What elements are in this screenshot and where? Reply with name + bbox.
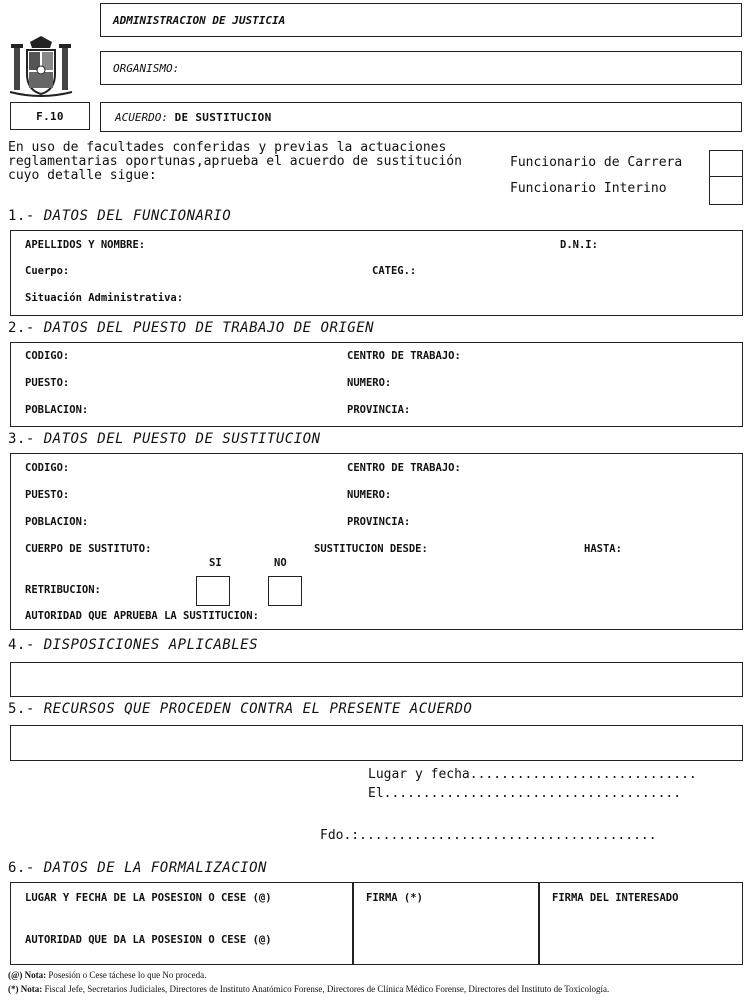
administracion-box xyxy=(100,3,742,37)
autoridad-aprueba-label[interactable]: AUTORIDAD QUE APRUEBA LA SUSTITUCION: xyxy=(25,610,259,622)
intro-line-1: En uso de facultades conferidas y previas la actuaciones xyxy=(8,140,447,155)
section-6-title: DATOS DE LA FORMALIZACION xyxy=(43,860,267,876)
intro-paragraph xyxy=(8,141,462,183)
organismo-box[interactable] xyxy=(100,51,742,85)
section-1-heading xyxy=(8,208,231,224)
apellidos-label[interactable]: APELLIDOS Y NOMBRE: xyxy=(25,239,146,251)
carrera-checkbox[interactable] xyxy=(709,150,743,177)
section-3-title: DATOS DEL PUESTO DE SUSTITUCION xyxy=(43,431,321,447)
disposiciones-box[interactable] xyxy=(10,662,743,697)
section-2-heading xyxy=(8,320,374,336)
footnote-1 xyxy=(8,970,206,980)
organismo-label: ORGANISMO: xyxy=(113,62,180,75)
option-carrera-label: Funcionario de Carrera xyxy=(510,155,683,170)
dni-label[interactable]: D.N.I: xyxy=(560,239,598,251)
section-1-number: 1.- xyxy=(8,208,35,224)
origen-centro-label[interactable]: CENTRO DE TRABAJO: xyxy=(347,350,461,362)
categ-label[interactable]: CATEG.: xyxy=(372,265,417,277)
firma-interesado-label[interactable]: FIRMA DEL INTERESADO xyxy=(552,892,679,904)
footnote-2-text: Fiscal Jefe, Secretarios Judiciales, Directores de Instituto Anatómico Forense, Directores de Clínica Médico Forense, Directores del Instituto de Toxicología. xyxy=(42,984,610,994)
acuerdo-label: ACUERDO: xyxy=(115,111,168,124)
option-interino-label: Funcionario Interino xyxy=(510,181,667,196)
firma-label[interactable]: FIRMA (*) xyxy=(366,892,423,904)
retribucion-si-checkbox[interactable] xyxy=(196,576,230,606)
form-code: F.10 xyxy=(36,110,64,123)
sust-puesto-label[interactable]: PUESTO: xyxy=(25,489,70,501)
origen-poblacion-label[interactable]: POBLACION: xyxy=(25,404,89,416)
form-code-box xyxy=(10,102,90,130)
si-label: SI xyxy=(209,557,222,569)
section-4-heading xyxy=(8,637,258,653)
fdo-line[interactable]: Fdo.:...................................... xyxy=(320,828,657,843)
origen-codigo-label[interactable]: CODIGO: xyxy=(25,350,70,362)
retribucion-label: RETRIBUCION: xyxy=(25,584,101,596)
acuerdo-value: DE SUSTITUCION xyxy=(174,111,272,124)
footnote-1-text: Posesión o Cese táchese lo que No proceda. xyxy=(46,970,207,980)
interino-checkbox[interactable] xyxy=(709,176,743,205)
table-divider-2 xyxy=(538,882,540,965)
origen-puesto-label[interactable]: PUESTO: xyxy=(25,377,70,389)
sustitucion-desde-label[interactable]: SUSTITUCION DESDE: xyxy=(314,543,428,555)
hasta-label[interactable]: HASTA: xyxy=(584,543,622,555)
cuerpo-label[interactable]: Cuerpo: xyxy=(25,265,70,277)
cuerpo-sustituto-label[interactable]: CUERPO DE SUSTITUTO: xyxy=(25,543,152,555)
footnote-1-mark: (@) Nota: xyxy=(8,970,47,980)
sust-numero-label[interactable]: NUMERO: xyxy=(347,489,392,501)
origen-provincia-label[interactable]: PROVINCIA: xyxy=(347,404,411,416)
footnote-2-mark: (*) Nota: xyxy=(8,984,43,994)
section-6-heading xyxy=(8,860,267,876)
origen-numero-label[interactable]: NUMERO: xyxy=(347,377,392,389)
situacion-label[interactable]: Situación Administrativa: xyxy=(25,292,184,304)
administracion-label: ADMINISTRACION DE JUSTICIA xyxy=(113,14,286,27)
sust-codigo-label[interactable]: CODIGO: xyxy=(25,462,70,474)
section-2-number: 2.- xyxy=(8,320,35,336)
intro-line-3: cuyo detalle sigue: xyxy=(8,168,157,183)
section-3-heading xyxy=(8,431,321,447)
recursos-box[interactable] xyxy=(10,725,743,761)
section-1-title: DATOS DEL FUNCIONARIO xyxy=(43,208,232,224)
table-divider-1 xyxy=(352,882,354,965)
retribucion-no-checkbox[interactable] xyxy=(268,576,302,606)
section-3-box xyxy=(10,453,743,630)
lugar-fecha-line[interactable]: Lugar y fecha............................. xyxy=(368,767,697,782)
section-4-number: 4.- xyxy=(8,637,35,653)
coat-of-arms-icon xyxy=(8,36,74,98)
sust-provincia-label[interactable]: PROVINCIA: xyxy=(347,516,411,528)
section-5-title: RECURSOS QUE PROCEDEN CONTRA EL PRESENTE ACUERDO xyxy=(43,701,473,717)
intro-line-2: reglamentarias oportunas,aprueba el acuerdo de sustitución xyxy=(8,154,462,169)
section-2-title: DATOS DEL PUESTO DE TRABAJO DE ORIGEN xyxy=(43,320,375,336)
sust-centro-label[interactable]: CENTRO DE TRABAJO: xyxy=(347,462,461,474)
section-4-title: DISPOSICIONES APLICABLES xyxy=(43,637,259,653)
section-5-number: 5.- xyxy=(8,701,35,717)
acuerdo-box xyxy=(100,102,742,132)
no-label: NO xyxy=(274,557,287,569)
footnote-2 xyxy=(8,984,609,994)
section-5-heading xyxy=(8,701,472,717)
autoridad-posesion-label[interactable]: AUTORIDAD QUE DA LA POSESION O CESE (@) xyxy=(25,934,272,946)
el-line[interactable]: El...................................... xyxy=(368,786,682,801)
section-3-number: 3.- xyxy=(8,431,35,447)
section-6-number: 6.- xyxy=(8,860,35,876)
sust-poblacion-label[interactable]: POBLACION: xyxy=(25,516,89,528)
lugar-fecha-posesion-label[interactable]: LUGAR Y FECHA DE LA POSESION O CESE (@) xyxy=(25,892,272,904)
